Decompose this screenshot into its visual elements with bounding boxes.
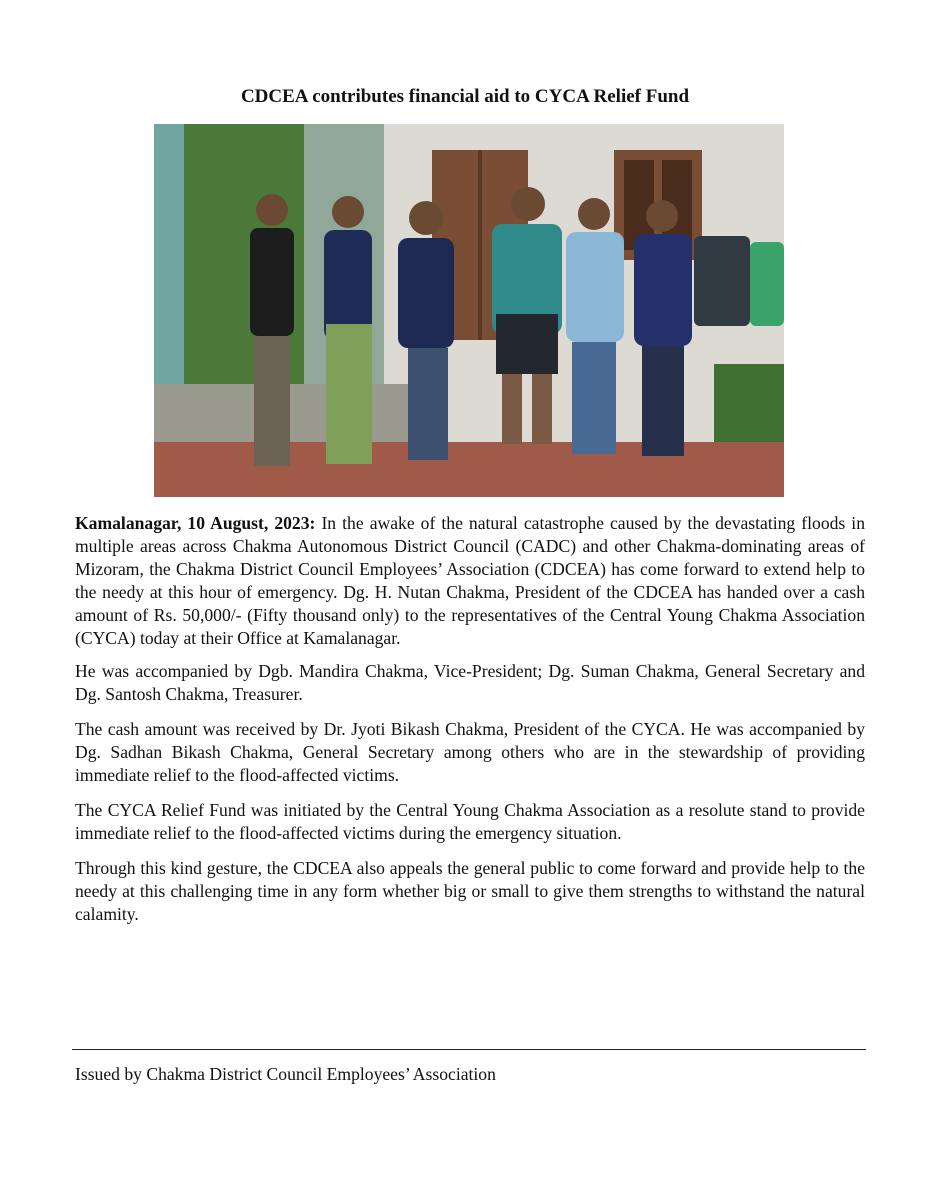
article-paragraph-2: He was accompanied by Dgb. Mandira Chakma, Vice-President; Dg. Suman Chakma, General Secretary and Dg. Santosh Chakma, Treasurer. (75, 661, 865, 704)
group-photo (154, 124, 784, 497)
dateline: Kamalanagar, 10 August, 2023: (75, 513, 316, 533)
group-photo-illustration (154, 124, 784, 497)
water-tank (694, 236, 750, 326)
left-pillar (154, 124, 184, 384)
person-6 (634, 200, 692, 456)
person-5 (566, 198, 624, 454)
issuer-footer: Issued by Chakma District Council Employees’ Association (75, 1064, 496, 1084)
paragraph-1-text: In the awake of the natural catastrophe caused by the devastating floods in multiple areas across Chakma Autonomous District Council (CADC) and other Chakma-dominating areas of Mizoram, the Chakma District Council Employees’ Association (CDCEA) has come forward to extend help to the needy at this hour of emergency. Dg. H. Nutan Chakma, President of the CDCEA has handed over a cash amount of Rs. 50,000/- (Fifty thousand only) to the representatives of the Central Young Chakma Association (CYCA) today at their Office at Kamalanagar. (75, 513, 865, 648)
footer-divider (72, 1049, 866, 1050)
article-paragraph-3: The cash amount was received by Dr. Jyoti Bikash Chakma, President of the CYCA. He was accompanied by Dg. Sadhan Bikash Chakma, General Secretary among others who are in the stewardship of providing immediate relief to the flood-affected victims. (75, 719, 865, 785)
person-2 (324, 196, 372, 464)
article-body (75, 512, 865, 938)
document-title: CDCEA contributes financial aid to CYCA Relief Fund (240, 86, 690, 107)
article-paragraph-5: Through this kind gesture, the CDCEA also appeals the general public to come forward and provide help to the needy at this challenging time in any form whether big or small to give them strengths to withstand the natural calamity. (75, 858, 865, 924)
article-paragraph-1 (75, 512, 865, 650)
green-tank (750, 242, 784, 326)
right-foliage (714, 364, 784, 444)
article-paragraph-4: The CYCA Relief Fund was initiated by the Central Young Chakma Association as a resolute stand to provide immediate relief to the flood-affected victims during the emergency situation. (75, 800, 865, 843)
person-1 (250, 194, 294, 466)
tiled-floor (154, 442, 784, 497)
